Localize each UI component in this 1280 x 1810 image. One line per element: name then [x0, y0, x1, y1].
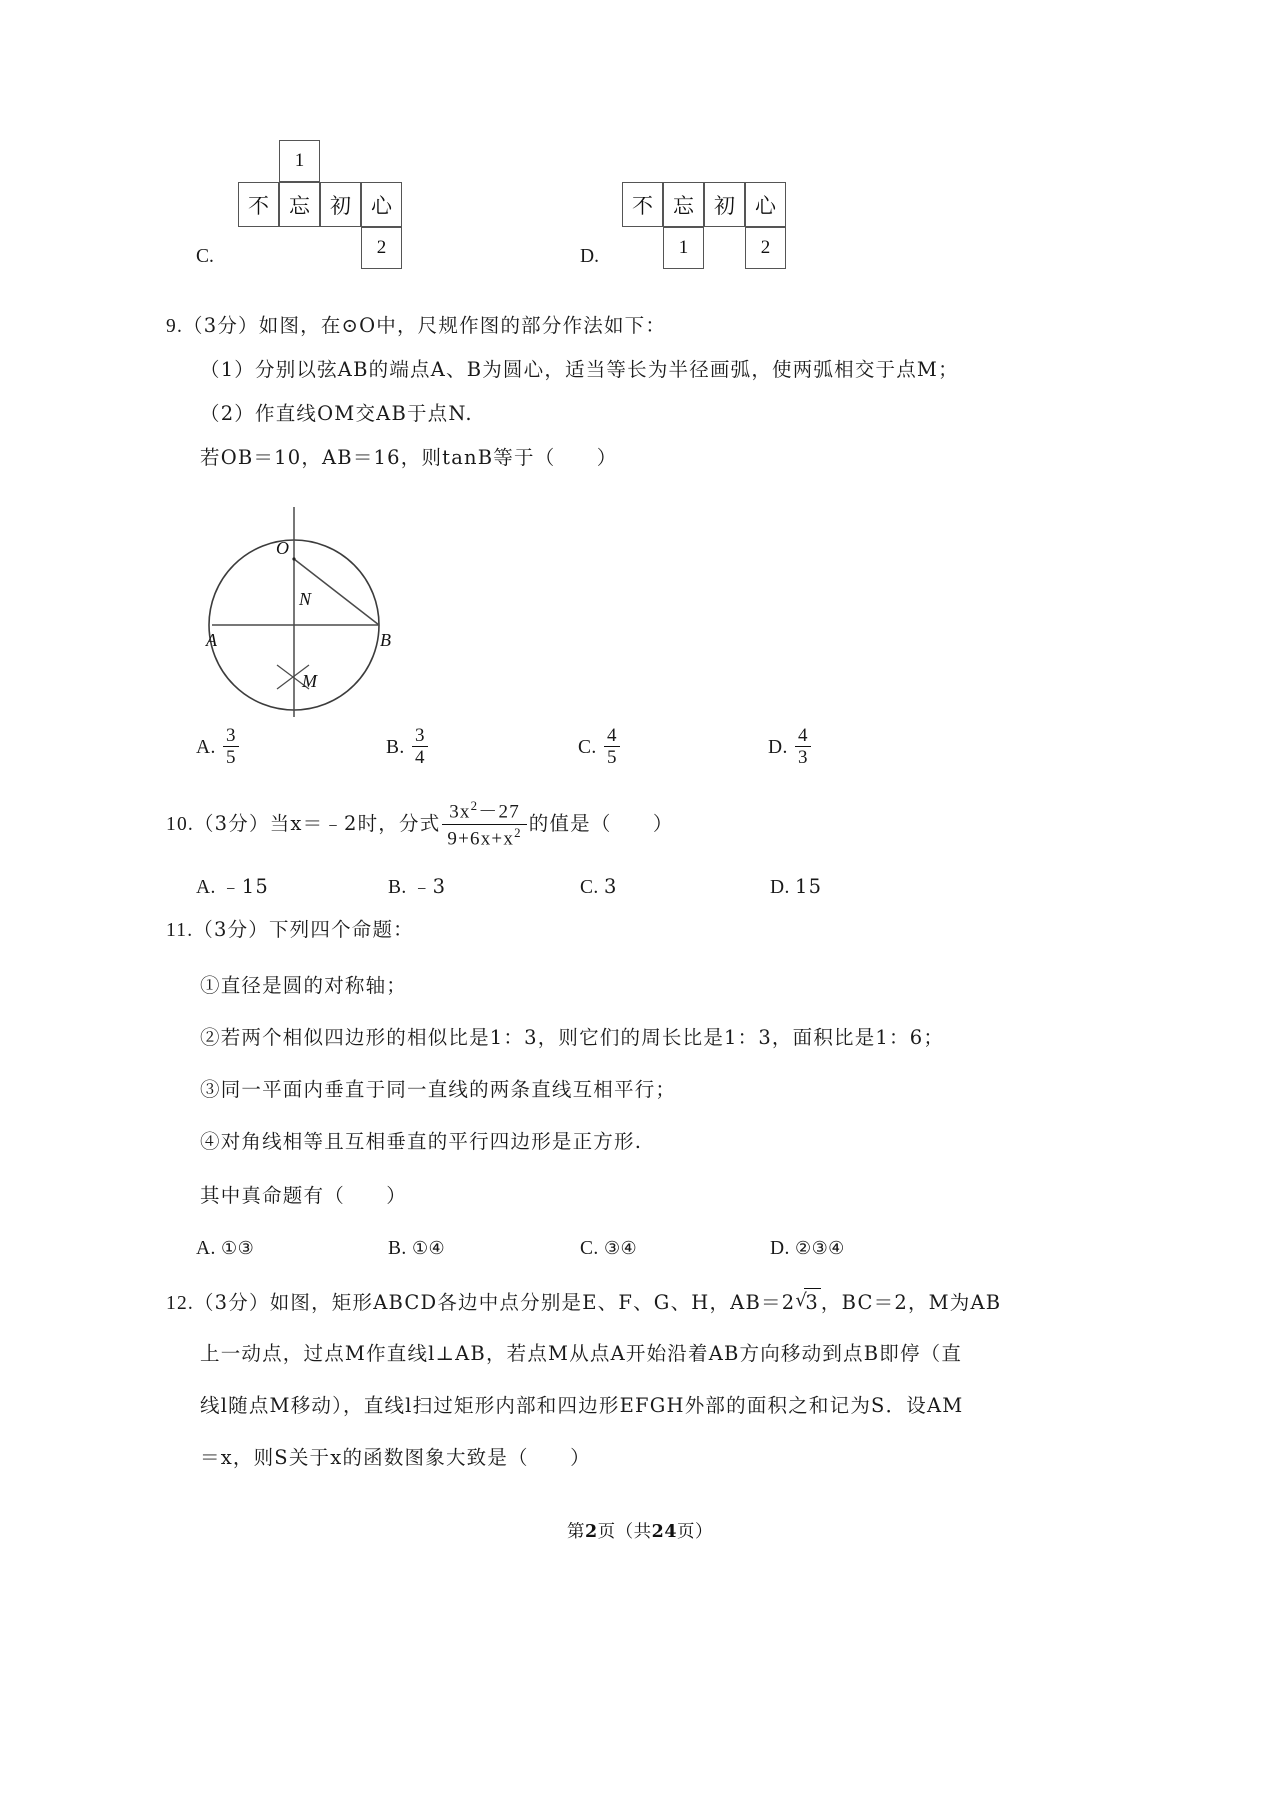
- option-b-label: B.: [388, 877, 407, 898]
- net-cell-row-1: 忘: [663, 182, 704, 227]
- question-11-option-b: [388, 1235, 445, 1263]
- question-12-number: 12: [166, 1293, 188, 1314]
- option-d-cube-net: [622, 182, 794, 274]
- net-cell-bottom-2: 2: [745, 227, 786, 269]
- option-a-value: ①③: [221, 1238, 255, 1259]
- fraction-numerator: 4: [798, 725, 808, 746]
- question-10-points: （3分）: [193, 812, 270, 836]
- question-10-fraction: [442, 798, 526, 851]
- fraction-numerator: 4: [606, 725, 617, 746]
- fraction-denominator: $9+6x+x^2$: [442, 824, 526, 851]
- center-dot: [292, 557, 295, 560]
- option-d-label: D.: [770, 877, 790, 898]
- option-b-value: ①④: [411, 1238, 446, 1259]
- fraction-denominator: 4: [412, 746, 428, 768]
- question-10-text-after: 的值是（ ）: [528, 812, 674, 836]
- question-9-stem-text: 如图，在⊙O中，尺规作图的部分作法如下：: [258, 314, 667, 337]
- question-12-line-2: 上一动点，过点M作直线l⊥AB，若点M从点A开始沿着AB方向移动到点B即停（直: [200, 1342, 963, 1365]
- option-d-label: D.: [770, 1238, 790, 1259]
- question-11-number: 11: [166, 920, 188, 941]
- footer-total-pages: 24: [651, 1522, 678, 1542]
- option-c-label: C.: [196, 246, 214, 267]
- question-10-option-b: [388, 873, 446, 902]
- label-b: B: [380, 630, 391, 650]
- question-10-option-c: [580, 873, 618, 902]
- question-9-option-a: [196, 725, 241, 769]
- question-10-option-d: [770, 873, 822, 902]
- option-b-fraction: [412, 725, 428, 769]
- option-a-value: ﹣15: [221, 875, 269, 898]
- question-12-sqrt: [795, 1288, 821, 1317]
- fraction-denominator: 3: [795, 746, 811, 768]
- question-11-proposition-1: ①直径是圆的对称轴；: [200, 974, 408, 997]
- option-c-fraction: [604, 725, 620, 769]
- question-12-line1a: 如图，矩形ABCD各边中点分别是E、F、G、H，AB＝2: [269, 1291, 796, 1314]
- question-9-stem: 9.（3分）如图，在⊙O中，尺规作图的部分作法如下：: [166, 314, 667, 337]
- net-cell-row-2: 初: [704, 182, 745, 227]
- option-c-value: 3: [603, 875, 618, 898]
- option-c-label: C.: [580, 877, 599, 898]
- question-11-option-c: [580, 1235, 637, 1263]
- question-10-number: 10: [166, 814, 188, 836]
- label-a: A: [206, 630, 217, 650]
- question-10-stem: 10.（3分）当x＝﹣2时，分式 $\frac{3x^2-27}{9+6x+x^2}$ 的值是（ ）: [166, 798, 674, 850]
- option-d-label: D.: [580, 246, 599, 267]
- question-11-option-a: [196, 1235, 254, 1263]
- question-11-option-d: [770, 1235, 845, 1263]
- fraction-numerator: 3: [226, 725, 236, 746]
- option-d-label: D.: [768, 736, 788, 758]
- question-10-option-a: [196, 873, 269, 902]
- question-11-stem-text: 下列四个命题：: [268, 918, 414, 941]
- option-c-value: ③④: [603, 1238, 638, 1259]
- question-9-option-b: [386, 725, 430, 769]
- question-9-condition: 若OB＝10，AB＝16，则tanB等于（ ）: [200, 446, 618, 469]
- label-m: M: [302, 671, 317, 691]
- option-d-value: 15: [795, 875, 823, 898]
- net-cell-row-3: 心: [361, 182, 402, 227]
- question-12-line1b: ，BC＝2，M为AB: [820, 1291, 1002, 1314]
- question-11-proposition-3: ③同一平面内垂直于同一直线的两条直线互相平行；: [200, 1078, 677, 1101]
- net-cell-row-0: 不: [622, 182, 663, 227]
- question-11-stem: 11.（3分）下列四个命题：: [166, 918, 414, 941]
- question-10-text-before: 当x＝﹣2时，分式: [269, 812, 441, 836]
- question-12-line-1: 12.（3分）如图，矩形ABCD各边中点分别是E、F、G、H，AB＝2 √ 3 ，BC＝2，M为AB: [166, 1288, 1001, 1318]
- net-cell-row-3: 心: [745, 182, 786, 227]
- net-cell-row-2: 初: [320, 182, 361, 227]
- question-12-line-3: 线l随点M移动），直线l扫过矩形内部和四边形EFGH外部的面积之和记为S．设AM: [200, 1394, 964, 1417]
- question-9-number: 9: [166, 316, 177, 337]
- net-cell-row-0: 不: [238, 182, 279, 227]
- option-d-fraction: [795, 725, 811, 769]
- footer-prefix: 第: [566, 1522, 585, 1542]
- option-a-label: A.: [196, 736, 216, 758]
- label-n: N: [299, 589, 312, 609]
- option-a-label: A.: [196, 877, 216, 898]
- question-9-circle-figure: [192, 458, 442, 718]
- fraction-denominator: 5: [604, 746, 620, 768]
- option-a-fraction: [223, 725, 239, 769]
- option-d-value: ②③④: [795, 1238, 845, 1259]
- net-cell-row-1: 忘: [279, 182, 320, 227]
- question-11-points: （3分）: [193, 918, 269, 941]
- footer-middle: 页（共: [597, 1522, 652, 1542]
- label-o: O: [276, 538, 289, 558]
- circle-construction-svg: [192, 458, 442, 718]
- question-9-step-2: （2）作直线OM交AB于点N.: [200, 402, 473, 425]
- question-9-option-c: [578, 725, 622, 769]
- net-cell-bottom-2: 2: [361, 227, 402, 269]
- question-9-option-d: [768, 725, 813, 769]
- option-a-label: A.: [196, 1238, 216, 1259]
- question-9-points: （3分）: [183, 314, 259, 337]
- footer-suffix: 页）: [677, 1522, 714, 1542]
- footer-page-number: 2: [584, 1522, 598, 1542]
- option-b-label: B.: [386, 736, 405, 758]
- question-12-points: （3分）: [193, 1291, 270, 1314]
- question-11-question-line: 其中真命题有（ ）: [200, 1184, 408, 1207]
- question-12-line-4: ＝x，则S关于x的函数图象大致是（ ）: [200, 1446, 591, 1469]
- net-cell-bottom-1: 1: [663, 227, 704, 269]
- question-11-proposition-2: ②若两个相似四边形的相似比是1：3，则它们的周长比是1：3，面积比是1：6；: [200, 1026, 945, 1049]
- net-cell-top-1: 1: [279, 140, 320, 182]
- question-11-proposition-4: ④对角线相等且互相垂直的平行四边形是正方形.: [200, 1130, 643, 1153]
- option-c-label: C.: [580, 1238, 599, 1259]
- fraction-numerator: 3: [414, 725, 425, 746]
- fraction-denominator: 5: [223, 746, 239, 768]
- option-b-label: B.: [388, 1238, 407, 1259]
- question-9-step-1: （1）分别以弦AB的端点A、B为圆心，适当等长为半径画弧，使两弧相交于点M；: [200, 358, 959, 381]
- option-c-label: C.: [578, 736, 597, 758]
- page-footer: [0, 1518, 1280, 1543]
- sqrt-radicand: 3: [804, 1288, 821, 1317]
- fraction-numerator: $3x^2-27$: [449, 798, 520, 823]
- option-c-cube-net: [238, 140, 410, 260]
- option-b-value: ﹣3: [411, 875, 447, 898]
